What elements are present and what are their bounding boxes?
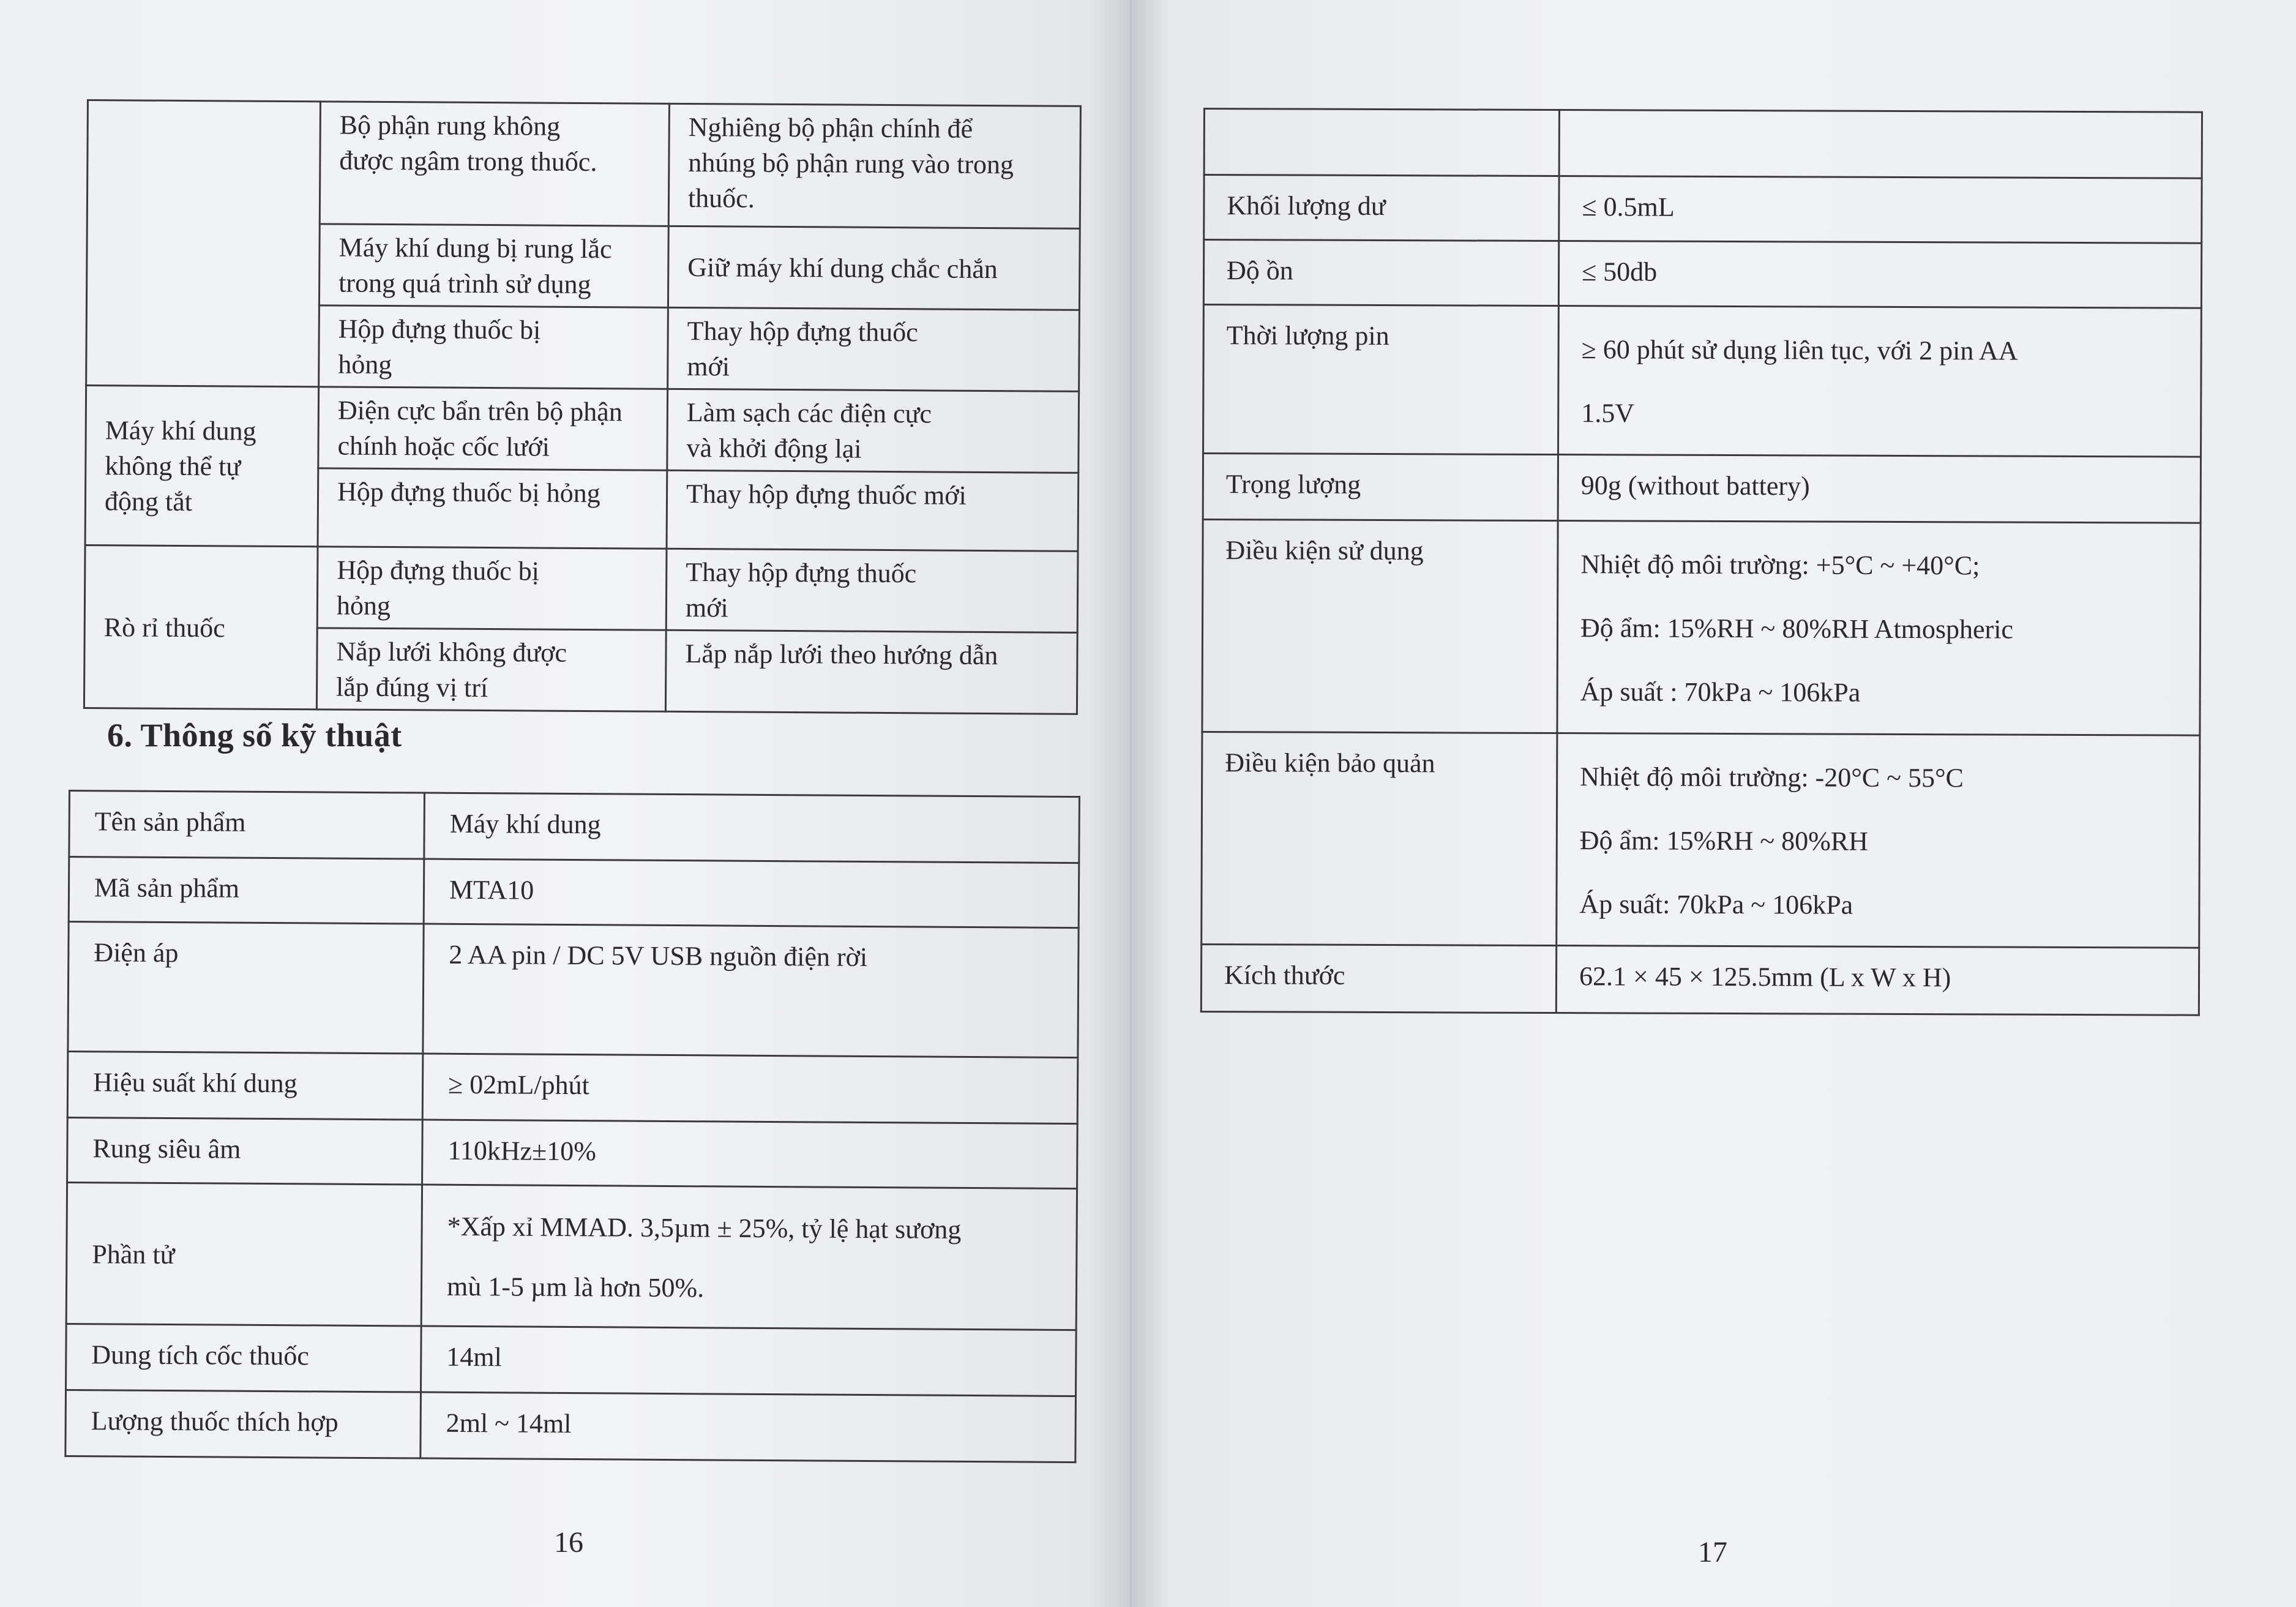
solution-cell: Giữ máy khí dung chắc chắn bbox=[668, 226, 1080, 310]
page-number: 17 bbox=[1698, 1536, 1727, 1568]
table-row bbox=[1202, 520, 2201, 736]
table-row bbox=[1203, 454, 2201, 523]
table-row bbox=[68, 922, 1079, 1058]
table-row bbox=[65, 1390, 1076, 1462]
spec-value: 90g (without battery) bbox=[1558, 455, 2201, 523]
section-heading: 6. Thông số kỹ thuật bbox=[107, 717, 402, 754]
spec-label: Lượng thuốc thích hợp bbox=[65, 1390, 421, 1458]
cause-cell: Máy khí dung bị rung lắc trong quá trình sử dụng bbox=[319, 224, 668, 307]
spec-table-left bbox=[64, 790, 1080, 1463]
solution-cell: Thay hộp đựng thuốc mới bbox=[667, 470, 1079, 551]
solution-cell: Làm sạch các điện cực và khởi động lại bbox=[667, 389, 1079, 473]
spec-value: 2 AA pin / DC 5V USB nguồn điện rời bbox=[423, 924, 1079, 1058]
table-row bbox=[67, 1052, 1078, 1124]
table-row bbox=[1203, 305, 2202, 457]
spec-value: MTA10 bbox=[424, 859, 1079, 928]
table-row bbox=[69, 857, 1079, 928]
spec-value: 110kHz±10% bbox=[422, 1120, 1078, 1189]
table-row bbox=[1204, 175, 2202, 244]
table-row bbox=[87, 100, 1080, 229]
spec-label: Mã sản phẩm bbox=[69, 857, 424, 924]
spec-value: Nhiệt độ môi trường: +5°C ~ +40°C; Độ ẩm: 15%RH ~ 80%RH Atmospheric Áp suất : 70kPa ~ 106kPa bbox=[1557, 521, 2201, 736]
solution-cell: Thay hộp đựng thuốc mới bbox=[666, 549, 1078, 632]
solution-cell: Lắp nắp lưới theo hướng dẫn bbox=[665, 630, 1077, 714]
spec-value: 2ml ~ 14ml bbox=[421, 1392, 1076, 1463]
table-row bbox=[84, 545, 1078, 632]
spec-label: Điều kiện sử dụng bbox=[1202, 520, 1558, 733]
spec-value: 14ml bbox=[421, 1326, 1076, 1396]
table-row bbox=[66, 1324, 1077, 1396]
problem-cell bbox=[86, 100, 321, 387]
table-row bbox=[67, 1117, 1078, 1188]
spec-value: ≤ 0.5mL bbox=[1559, 176, 2202, 244]
solution-cell: Thay hộp đựng thuốc mới bbox=[668, 307, 1080, 391]
spec-label: Thời lượng pin bbox=[1203, 305, 1559, 455]
spec-label: Rung siêu âm bbox=[67, 1117, 423, 1185]
page-number: 16 bbox=[554, 1526, 583, 1559]
table-row bbox=[69, 791, 1080, 863]
spec-value: Máy khí dung bbox=[424, 793, 1080, 863]
spec-label: Khối lượng dư bbox=[1204, 175, 1559, 241]
spec-table-right bbox=[1200, 108, 2203, 1016]
spec-label: Điều kiện bảo quản bbox=[1202, 732, 1557, 945]
spec-value: ≥ 60 phút sử dụng liên tục, với 2 pin AA 1.5V bbox=[1558, 306, 2202, 457]
cause-cell: Điện cực bẩn trên bộ phận chính hoặc cốc lưới bbox=[318, 387, 668, 470]
cause-cell: Nắp lưới không được lắp đúng vị trí bbox=[316, 628, 666, 711]
table-row bbox=[1203, 240, 2201, 309]
cause-cell: Hộp đựng thuốc bị hỏng bbox=[319, 305, 668, 389]
spec-label: Điện áp bbox=[68, 922, 424, 1054]
problem-cell: Máy khí dung không thể tự động tắt bbox=[85, 386, 319, 547]
cause-cell: Hộp đựng thuốc bị hỏng bbox=[318, 468, 667, 549]
spec-label: Kích thước bbox=[1201, 944, 1556, 1013]
table-row bbox=[1202, 732, 2200, 948]
spec-value: ≥ 02mL/phút bbox=[422, 1054, 1078, 1124]
spec-value bbox=[1559, 110, 2202, 179]
troubleshooting-table bbox=[83, 99, 1082, 715]
cause-cell: Hộp đựng thuốc bị hỏng bbox=[317, 547, 667, 630]
table-row bbox=[1201, 944, 2199, 1015]
spec-value: Nhiệt độ môi trường: -20°C ~ 55°C Độ ẩm: 15%RH ~ 80%RH Áp suất: 70kPa ~ 106kPa bbox=[1557, 733, 2200, 948]
solution-cell: Nghiêng bộ phận chính để nhúng bộ phận rung vào trong thuốc. bbox=[668, 103, 1080, 228]
left-page bbox=[0, 0, 1134, 1607]
spec-value: *Xấp xỉ MMAD. 3,5µm ± 25%, tỷ lệ hạt sương mù 1-5 µm là hơn 50%. bbox=[421, 1185, 1077, 1330]
problem-cell: Rò rỉ thuốc bbox=[84, 545, 318, 709]
spec-value: ≤ 50db bbox=[1558, 241, 2201, 309]
table-row bbox=[66, 1182, 1077, 1330]
spec-value: 62.1 × 45 × 125.5mm (L x W x H) bbox=[1556, 946, 2199, 1016]
table-row bbox=[86, 386, 1079, 473]
spec-label: Dung tích cốc thuốc bbox=[66, 1324, 422, 1392]
spec-label: Hiệu suất khí dung bbox=[67, 1052, 423, 1120]
table-row bbox=[1204, 109, 2202, 179]
spec-label: Độ ồn bbox=[1203, 240, 1558, 306]
spec-label bbox=[1204, 109, 1559, 176]
spec-label: Trọng lượng bbox=[1203, 454, 1558, 521]
cause-cell: Bộ phận rung không được ngâm trong thuốc. bbox=[320, 102, 669, 226]
spec-label: Phần tử bbox=[66, 1182, 422, 1326]
spec-label: Tên sản phẩm bbox=[69, 791, 425, 860]
